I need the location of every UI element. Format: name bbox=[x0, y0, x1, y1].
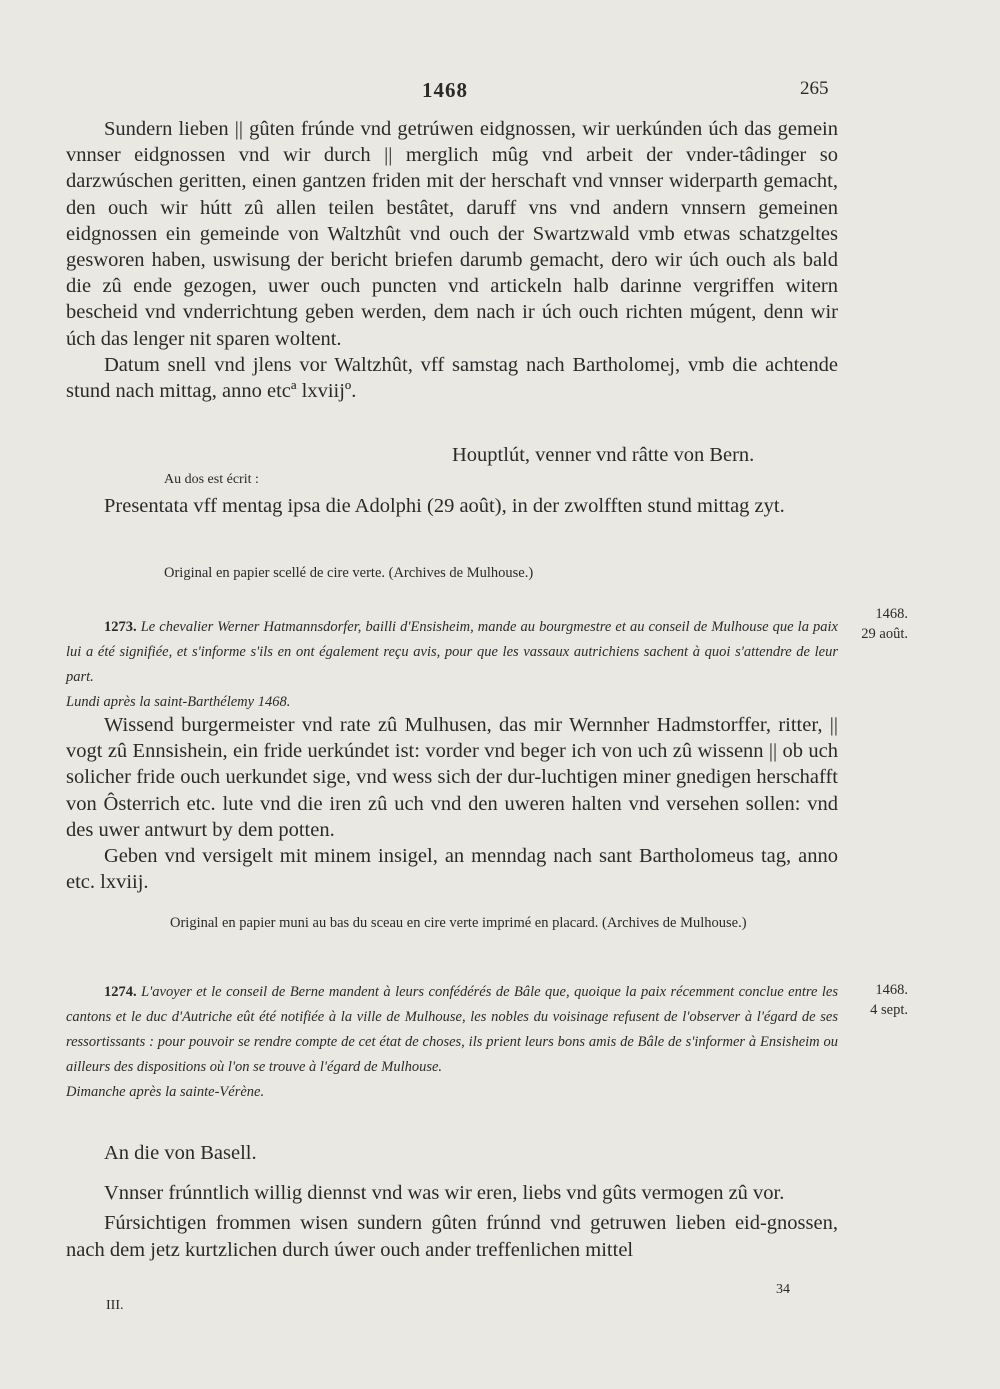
doc1273-dating: Geben vnd versigelt mit minem insigel, an menndag nach sant Bartholomeus tag, anno etc. lxviij. bbox=[66, 845, 838, 894]
document-number: 1273. bbox=[104, 619, 137, 635]
margin-year: 1468. bbox=[875, 982, 908, 998]
regest-1273 bbox=[66, 615, 838, 715]
regest-date: Dimanche après la sainte-Vérène. bbox=[66, 1084, 265, 1100]
margin-date-1274 bbox=[838, 980, 908, 1020]
regest-text: Le chevalier Werner Hatmannsdorfer, bailli d'Ensisheim, mande au bourgmestre et au conseil de Mulhouse que la paix lui a été signifiée, et s'informe s'ils en ont également reçu avis, pour que les vassaux autrichiens sachent à quoi s'attendre de leur part. bbox=[66, 619, 838, 685]
running-head-year: 1468 bbox=[422, 78, 468, 102]
doc1273-body bbox=[66, 712, 838, 895]
dos-text bbox=[66, 493, 838, 519]
document-number: 1274. bbox=[104, 984, 137, 1000]
regest-date: Lundi après la saint-Barthélemy 1468. bbox=[66, 694, 291, 710]
letter1-body bbox=[66, 116, 838, 404]
margin-year: 1468. bbox=[875, 606, 908, 622]
letter1-dating: Datum snell vnd jlens vor Waltzhût, vff samstag nach Bartholomej, vmb die achtende stund nach mittag, anno etcª lxviijº. bbox=[66, 353, 838, 403]
doc1273-source-note bbox=[170, 913, 838, 933]
margin-day: 4 sept. bbox=[870, 1002, 908, 1018]
doc1274-greeting: Vnnser frúnntlich willig diennst vnd was wir eren, liebs vnd gûts vermogen zû vor. bbox=[104, 1182, 785, 1205]
sheet-signature-mark: 34 bbox=[776, 1282, 790, 1297]
letter1-paragraph: Sundern lieben || gûten frúnde vnd getrúwen eidgnossen, wir uerkúnden úch das gemein vnnser eidgnossen vnd wir durch || merglich mûg vnd arbeit der vnder-tâdinger so darzwúschen geritten, einen gantzen friden mit der herschaft vnd vnnser widerparth gemacht, den ouch wir hútt zû allen teilen bestâtet, daruff vns vnd andern vnnsern gemeinen eidgnossen ein gemeinde von Waltzhût vnd ouch der Swartzwald vmb etwas schatzgeltes gesworen haben, uswisung der bericht briefen darumb gemacht, dero wir úch ouch als bald die zû ende gezogen, uwer ouch puncten vnd artickeln halb darinne vergriffen witern bescheid vnd vnderrichtung geben werden, dem nach ir úch ouch richten múgent, denn wir úch das lenger nit sparen woltent. bbox=[66, 118, 838, 350]
doc1273-source-text: Original en papier muni au bas du sceau en cire verte imprimé en placard. (Archives de Mulhouse.) bbox=[170, 915, 747, 931]
regest-1274 bbox=[66, 980, 838, 1105]
page-number: 265 bbox=[800, 78, 829, 99]
margin-date-1273 bbox=[838, 604, 908, 644]
doc1273-text: Wissend burgermeister vnd rate zû Mulhusen, das mir Wernnher Hadmstorffer, ritter, || vogt zû Ennsishein, ein fride uerkúndet ist: vorder vnd beger ich von uch zû wissenn || ob uch solicher fride ouch uerkundet sige, vnd wess sich der dur-luchtigen miner gnedigen herschafft von Ôsterrich etc. lute vnd die iren zû uch vnd den uweren halten vnd versehen sollen: vnd des uwer antwurt by dem potten. bbox=[66, 714, 838, 841]
letter1-source-note: Original en papier scellé de cire verte. (Archives de Mulhouse.) bbox=[164, 565, 534, 581]
letter1-signature: Houptlút, venner vnd râtte von Bern. bbox=[452, 444, 755, 466]
regest-text: L'avoyer et le conseil de Berne mandent à leurs confédérés de Bâle que, quoique la paix récemment conclue entre les cantons et le duc d'Autriche eût été notifiée à la ville de Mulhouse, les nobles du voisinage refusent de l'observer à l'égard de ses ressortissants : pour pouvoir se rendre compte de cet état de choses, ils prient leurs bons amis de Bâle de s'informer à Ensisheim ou ailleurs des dispositions où l'on se trouve à l'égard de Mulhouse. bbox=[66, 984, 839, 1075]
volume-signature: III. bbox=[106, 1298, 124, 1313]
dos-label: Au dos est écrit : bbox=[164, 472, 259, 487]
doc1274-address: An die von Basell. bbox=[104, 1142, 257, 1164]
dos-text-line: Presentata vff mentag ipsa die Adolphi (29 août), in der zwolfften stund mittag zyt. bbox=[104, 495, 785, 517]
doc1274-body bbox=[66, 1140, 838, 1263]
doc1274-text: Fúrsichtigen frommen wisen sundern gûten frúnnd vnd getruwen lieben eid-gnossen, nach dem jetz kurtzlichen durch úwer ouch ander treffenlichen mittel bbox=[66, 1212, 838, 1261]
margin-day: 29 août. bbox=[861, 626, 908, 642]
